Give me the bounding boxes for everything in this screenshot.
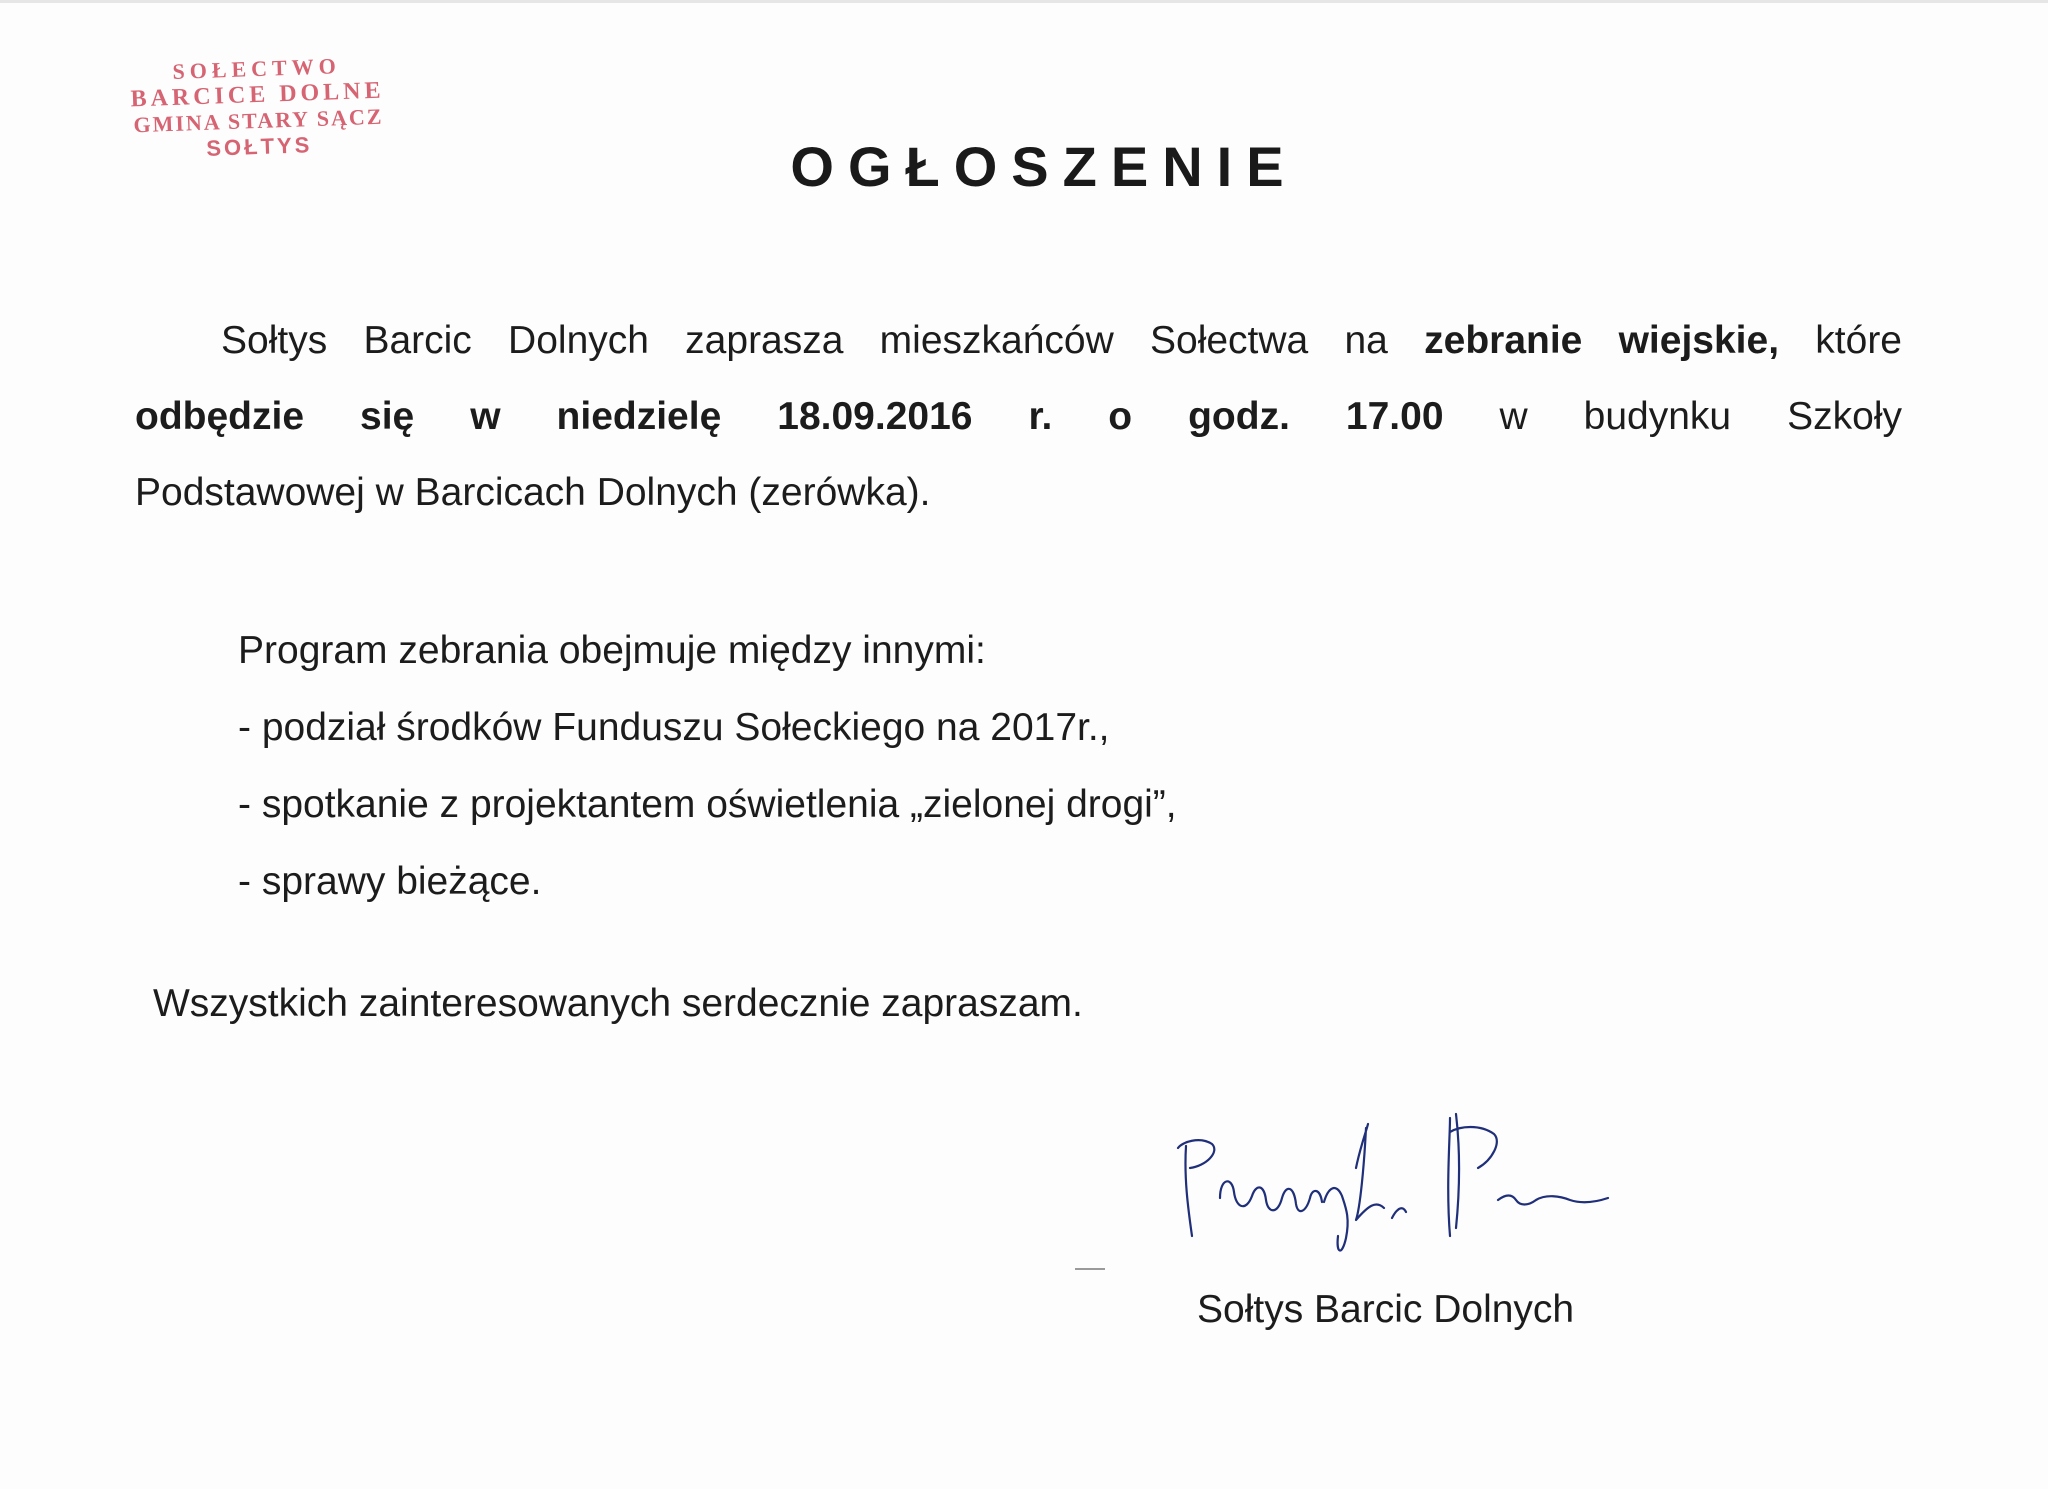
stamp-line-1: SOŁECTWO: [172, 53, 342, 84]
handwritten-signature: [1160, 1108, 1620, 1288]
scan-mark: [1075, 1268, 1105, 1270]
announcement-paragraph: [135, 303, 1902, 531]
paragraph-text: w budynku Szkoły: [1443, 395, 1902, 438]
stamp-line-3: GMINA STARY SĄCZ: [133, 103, 384, 138]
paragraph-text: Sołtys Barcic Dolnych zaprasza mieszkańców Sołectwa na: [221, 319, 1425, 362]
program-heading: Program zebrania obejmuje między innymi:: [238, 629, 986, 672]
list-item: - podział środków Funduszu Sołeckiego na 2017r.,: [238, 706, 1110, 749]
signatory-role: Sołtys Barcic Dolnych: [1197, 1288, 1575, 1331]
paragraph-text: które: [1779, 319, 1902, 362]
page-title: OGŁOSZENIE: [790, 135, 1298, 198]
closing-text: Wszystkich zainteresowanych serdecznie zapraszam.: [153, 982, 1083, 1025]
paragraph-bold-text: zebranie wiejskie,: [1424, 319, 1780, 362]
paragraph-line-1: [135, 303, 1902, 379]
paragraph-line-3: Podstawowej w Barcicach Dolnych (zerówka).: [135, 471, 931, 514]
list-item: - spotkanie z projektantem oświetlenia „zielonej drogi”,: [238, 783, 1177, 826]
stamp-line-4: SOŁTYS: [205, 132, 313, 161]
stamp-line-2: BARCICE DOLNE: [130, 77, 385, 113]
paragraph-line-2: [135, 379, 1902, 455]
list-item: - sprawy bieżące.: [238, 860, 542, 903]
scan-edge: [0, 0, 2048, 3]
program-list: [238, 612, 1177, 920]
paragraph-bold-text: odbędzie się w niedzielę 18.09.2016 r. o godz. 17.00: [135, 395, 1444, 438]
